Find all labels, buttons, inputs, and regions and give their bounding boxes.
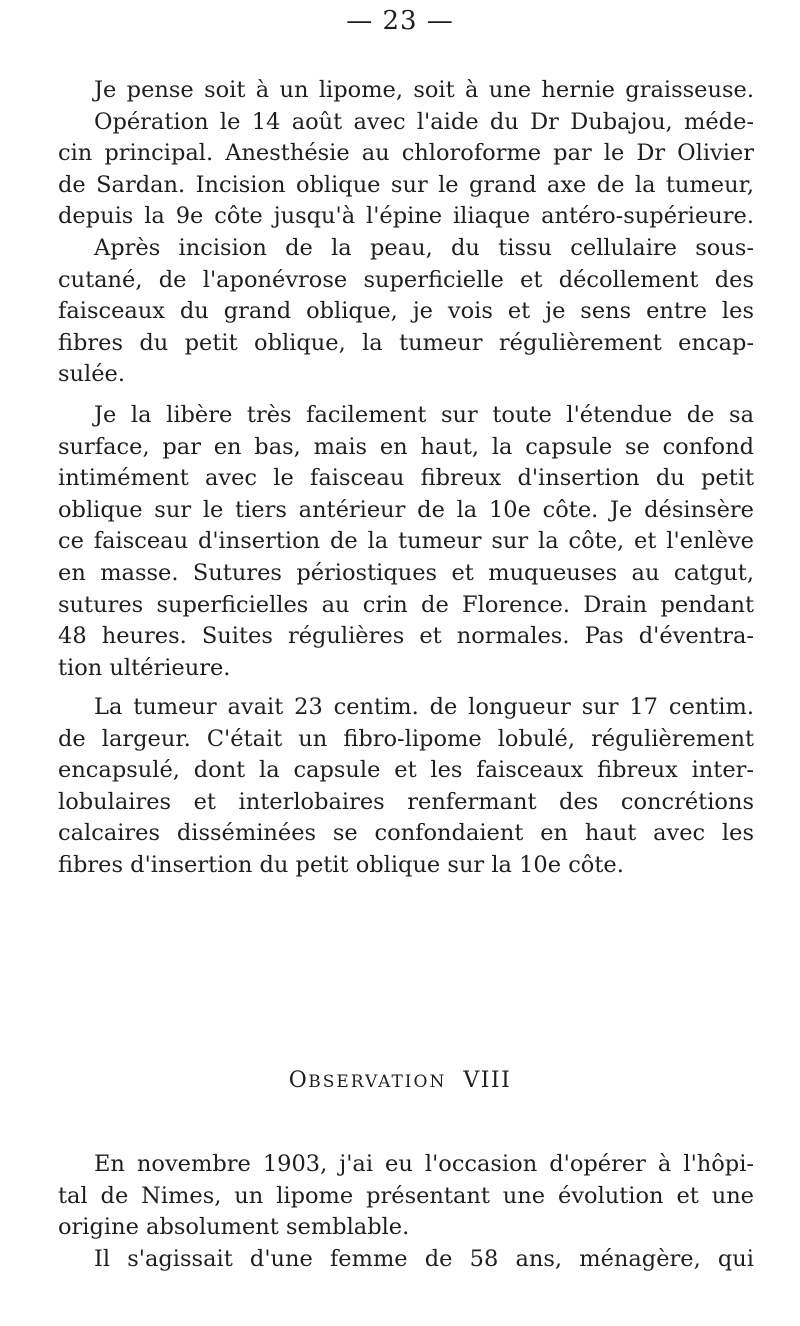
text-line: Je pense soit à un lipome, soit à une hernie graisseuse. xyxy=(94,77,754,103)
text-line: Après incision de la peau, du tissu cellulaire sous- xyxy=(94,234,754,261)
text-line: en masse. Sutures périostiques et muqueuses au catgut, xyxy=(58,559,754,586)
text-line: La tumeur avait 23 centim. de longueur sur 17 centim. xyxy=(94,694,754,720)
paragraph-resection xyxy=(58,400,754,684)
text-line: intimément avec le faisceau fibreux d'insertion du petit xyxy=(58,465,754,492)
text-line: tion ultérieure. xyxy=(58,654,231,681)
paragraph-preoperative-operation xyxy=(58,75,754,391)
paragraph-observation-viii xyxy=(58,1149,754,1275)
text-line: Opération le 14 août avec l'aide du Dr Dubajou, méde- xyxy=(94,108,754,135)
heading-numeral: VIII xyxy=(463,1068,512,1093)
text-line: fibres du petit oblique, la tumeur régulièrement encap- xyxy=(58,329,754,356)
text-line: oblique sur le tiers antérieur de la 10e côte. Je désinsère xyxy=(58,496,754,523)
text-line: origine absolument semblable. xyxy=(58,1214,410,1241)
text-line: fibres d'insertion du petit oblique sur la 10e côte. xyxy=(58,851,624,878)
text-line: sutures superficielles au crin de Florence. Drain pendant xyxy=(58,591,754,618)
heading-word: BSERVATION xyxy=(308,1072,447,1092)
text-line: 48 heures. Suites régulières et normales. Pas d'éventra- xyxy=(58,623,754,650)
text-line: lobulaires et interlobaires renfermant des concrétions xyxy=(58,788,754,815)
text-line: de largeur. C'était un fibro-lipome lobulé, régulièrement xyxy=(58,725,754,752)
section-heading-observation xyxy=(0,1068,800,1093)
page-number: — 23 — xyxy=(346,6,454,36)
text-line: depuis la 9e côte jusqu'à l'épine iliaque antéro-supérieure. xyxy=(58,203,754,230)
text-line: cin principal. Anesthésie au chloroforme par le Dr Olivier xyxy=(58,140,754,167)
text-line: calcaires disséminées se confondaient en haut avec les xyxy=(58,820,754,847)
text-line: faisceaux du grand oblique, je vois et je sens entre les xyxy=(58,298,754,325)
text-line: tal de Nimes, un lipome présentant une évolution et une xyxy=(58,1182,754,1209)
text-line: Je la libère très facilement sur toute l'étendue de sa xyxy=(94,402,754,428)
paragraph-tumor-description xyxy=(58,692,754,882)
text-line: encapsulé, dont la capsule et les faisceaux fibreux inter- xyxy=(58,757,754,784)
text-line: ce faisceau d'insertion de la tumeur sur la côte, et l'enlève xyxy=(58,528,754,555)
heading-initial: O xyxy=(288,1068,309,1093)
text-line: sulée. xyxy=(58,361,126,388)
text-line: Il s'agissait d'une femme de 58 ans, ménagère, qui xyxy=(94,1245,754,1272)
text-line: de Sardan. Incision oblique sur le grand axe de la tumeur, xyxy=(58,171,754,198)
text-line: En novembre 1903, j'ai eu l'occasion d'opérer à l'hôpi- xyxy=(94,1151,754,1177)
text-line: cutané, de l'aponévrose superficielle et décollement des xyxy=(58,266,754,293)
text-line: surface, par en bas, mais en haut, la capsule se confond xyxy=(58,433,754,460)
